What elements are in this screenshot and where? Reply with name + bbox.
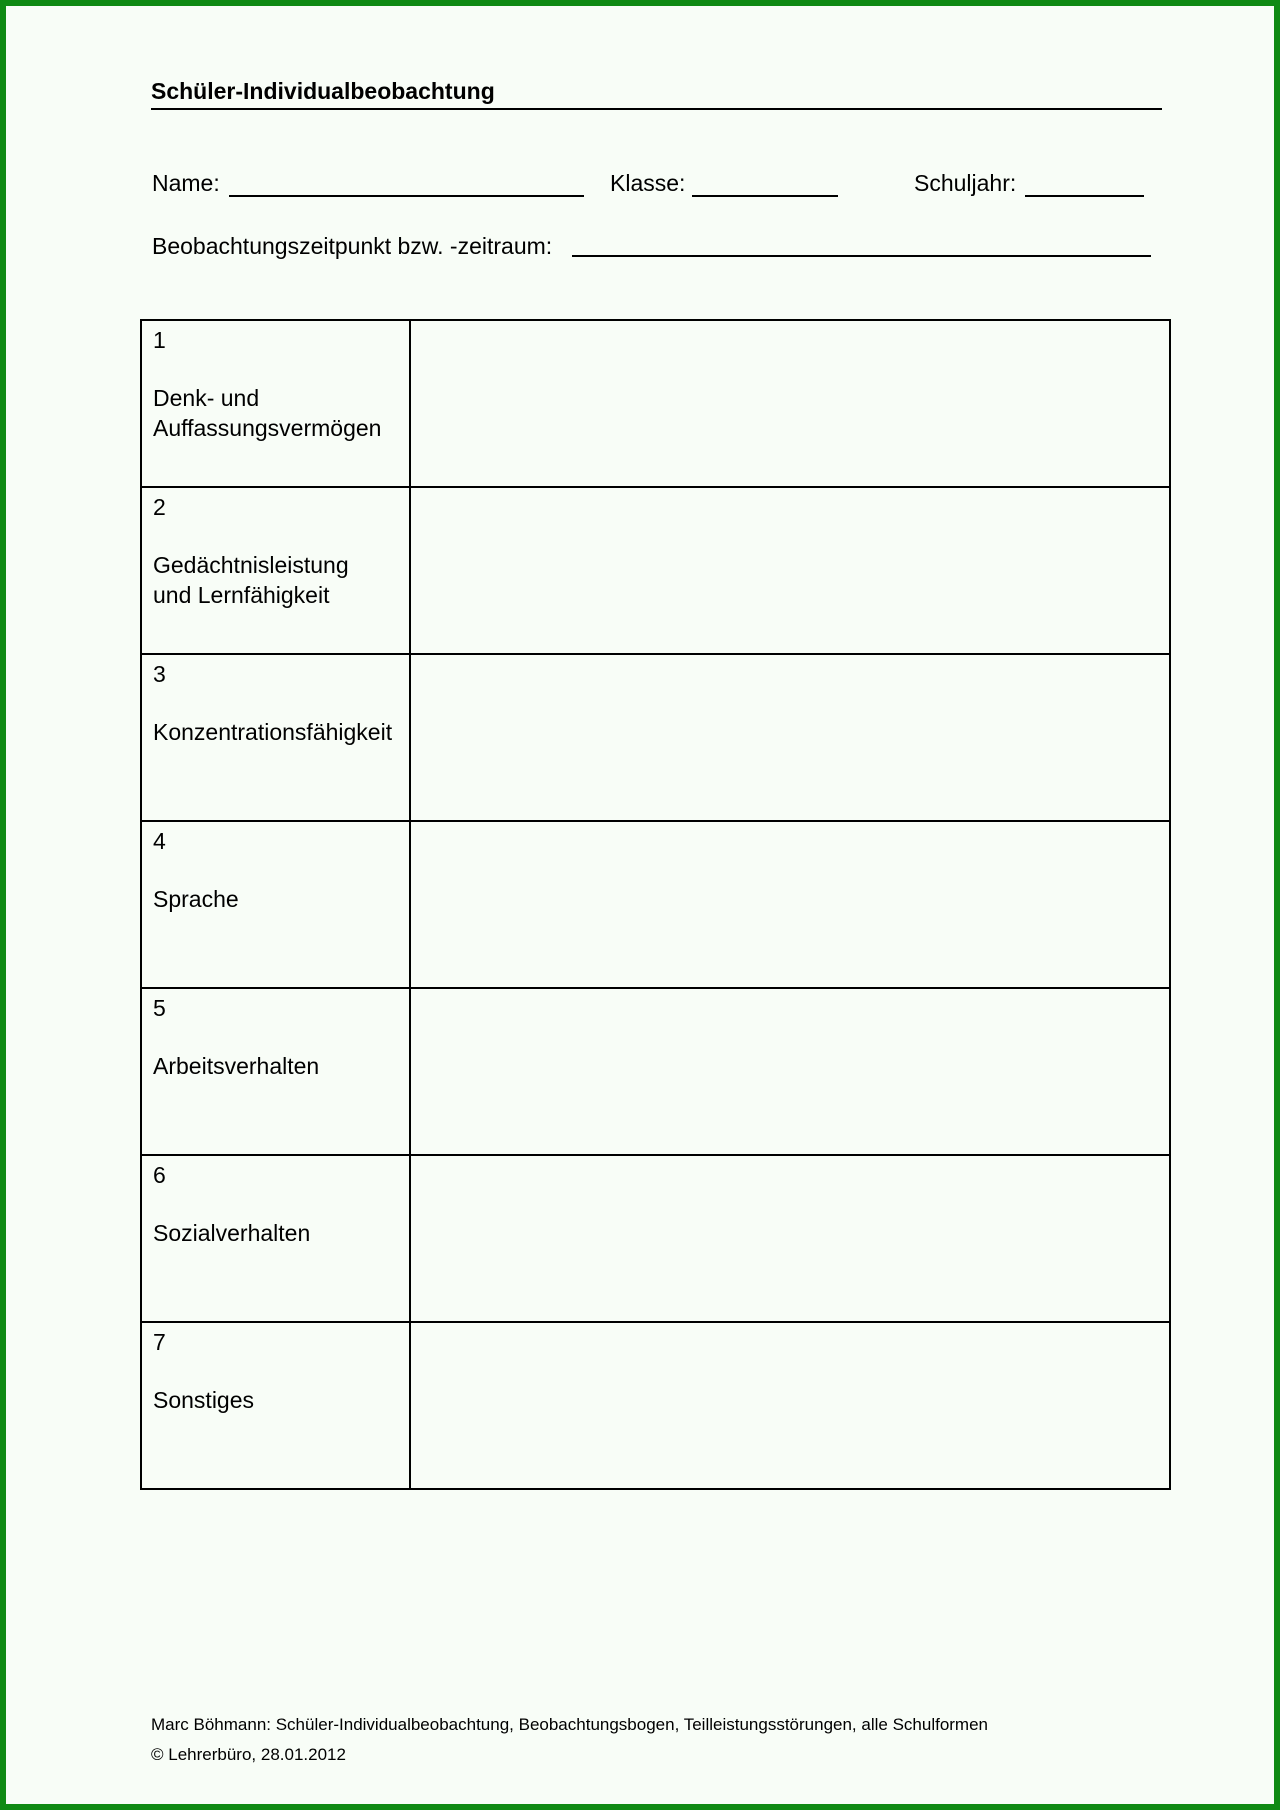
row-category [142,354,415,443]
row-category [142,1189,415,1248]
row-number: 6 [153,1162,166,1188]
document-title: Schüler-Individualbeobachtung [151,78,1162,110]
table-row [141,487,1170,654]
row-number: 5 [153,995,166,1021]
name-blank-line[interactable] [229,195,584,197]
name-label: Name: [152,170,220,196]
row-category-line: Denk- und [153,385,260,411]
row-label-cell [141,988,410,1155]
table-row [141,1155,1170,1322]
row-number: 1 [153,327,166,353]
footer-citation: Marc Böhmann: Schüler-Individualbeobachtung, Beobachtungsbogen, Teilleistungsstörungen, alle Schulformen [151,1715,989,1734]
zeitraum-label: Beobachtungszeitpunkt bzw. -zeitraum: [152,233,553,259]
row-number: 4 [153,828,166,854]
schuljahr-label: Schuljahr: [914,170,1017,196]
observation-entry-cell[interactable] [410,487,1170,654]
row-category-line: Auffassungsvermögen [153,415,382,441]
row-category-line: Sozialverhalten [153,1220,311,1246]
row-label-cell [141,1155,410,1322]
table-row [141,988,1170,1155]
row-category [142,521,415,610]
row-category-line: Gedächtnisleistung [153,552,349,578]
row-category-line: Sonstiges [153,1387,255,1413]
observation-table [140,319,1171,1490]
row-category-line: und Lernfähigkeit [153,582,330,608]
observation-entry-cell[interactable] [410,988,1170,1155]
row-label-cell [141,320,410,487]
table-row [141,320,1170,487]
footer-copyright: © Lehrerbüro, 28.01.2012 [151,1745,346,1764]
klasse-blank-line[interactable] [692,195,838,197]
klasse-label: Klasse: [610,170,686,196]
zeitraum-blank-line[interactable] [572,255,1151,257]
row-category [142,855,415,914]
row-category [142,688,415,747]
table-row [141,1322,1170,1489]
row-number: 7 [153,1329,166,1355]
row-number: 2 [153,494,166,520]
observation-entry-cell[interactable] [410,320,1170,487]
row-category-line: Konzentrationsfähigkeit [153,719,393,745]
observation-entry-cell[interactable] [410,821,1170,988]
row-category [142,1022,415,1081]
schuljahr-blank-line[interactable] [1025,195,1144,197]
row-category-line: Arbeitsverhalten [153,1053,320,1079]
row-label-cell [141,821,410,988]
row-label-cell [141,1322,410,1489]
observation-entry-cell[interactable] [410,1322,1170,1489]
row-category [142,1356,415,1415]
observation-entry-cell[interactable] [410,654,1170,821]
row-number: 3 [153,661,166,687]
table-row [141,654,1170,821]
row-category-line: Sprache [153,886,239,912]
table-row [141,821,1170,988]
row-label-cell [141,654,410,821]
observation-entry-cell[interactable] [410,1155,1170,1322]
row-label-cell [141,487,410,654]
